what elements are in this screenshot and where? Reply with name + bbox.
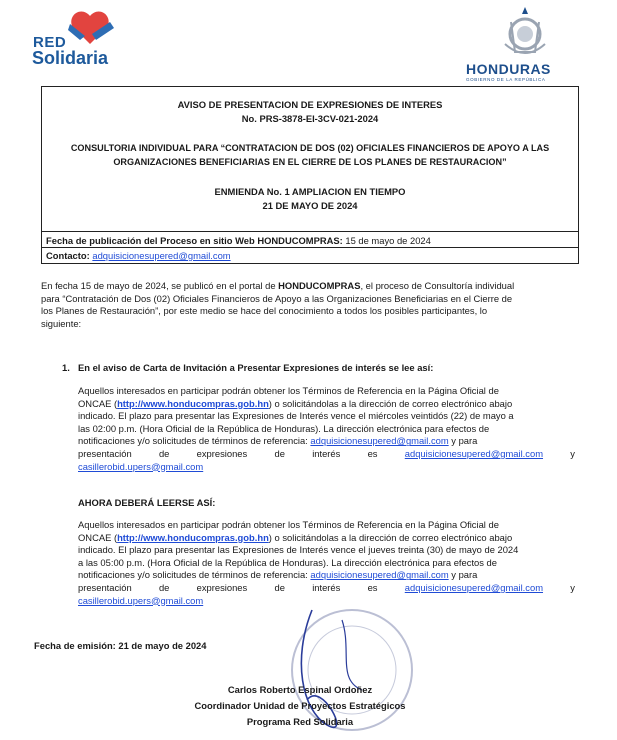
box-divider-1 (41, 231, 579, 232)
new-line-4: a las 05:00 p.m. (Hora Oficial de la República de Honduras). La dirección electrónica para efectos de (78, 556, 497, 568)
new-line-2a: ONCAE ( (78, 531, 118, 543)
box-divider-2 (41, 247, 579, 248)
intro-line-4: siguiente: (41, 317, 82, 329)
intro-paragraph (41, 280, 579, 330)
casillero-link[interactable]: casillerobid.upers@gmail.com (78, 460, 204, 472)
oncae-link[interactable]: http://www.honducompras.gob.hn (117, 397, 269, 409)
new-line-1: Aquellos interesados en participar podrán obtener los Términos de Referencia en la Página Oficial de (78, 519, 499, 530)
old-line-1: Aquellos interesados en participar podrán obtener los Términos de Referencia en la Página Oficial de (78, 385, 499, 396)
new-line-2b: ) o solicitándolas a la dirección de correo electrónico abajo (268, 531, 513, 543)
word: expresiones (196, 447, 248, 459)
intro-text: , el proceso de Consultoría individual (360, 280, 515, 291)
word: interés (312, 581, 341, 593)
publication-date: 15 de mayo de 2024 (342, 235, 431, 246)
new-line-5a: notificaciones y/o solicitudes de términos de referencia: (78, 569, 311, 581)
honducompras-text: HONDUCOMPRAS (278, 280, 361, 291)
casillero-link[interactable]: casillerobid.upers@gmail.com (78, 594, 204, 606)
word: y (570, 581, 575, 593)
honduras-wordmark: HONDURAS (466, 61, 551, 77)
word: es (367, 447, 378, 459)
contact-label: Contacto: (46, 250, 90, 261)
logo-word-red: RED (33, 34, 67, 51)
email-link[interactable]: adquisicionesupered@gmail.com (310, 435, 449, 447)
notice-number: No. PRS-3878-EI-3CV-021-2024 (241, 113, 379, 124)
signer-name: Carlos Roberto Espinal Ordoñez (227, 684, 373, 695)
word: de (274, 447, 285, 459)
consult-title-1: CONSULTORIA INDIVIDUAL PARA “CONTRATACION DE DOS (02) OFICIALES FINANCIEROS DE APOYO A LAS (70, 143, 550, 153)
new-line-3: indicado. El plazo para presentar las Expresiones de Interés vence el jueves treinta (30) de mayo de 2024 (78, 544, 519, 556)
new-text-title: AHORA DEBERÁ LEERSE ASÍ: (78, 497, 216, 508)
old-line-3: indicado. El plazo para presentar las Expresiones de Interés vence el miércoles veintidós (22) de mayo a (78, 410, 514, 422)
old-line-2a: ONCAE ( (78, 397, 118, 409)
old-line-2b: ) o solicitándolas a la dirección de correo electrónico abajo (268, 397, 513, 409)
amendment-date: 21 DE MAYO DE 2024 (262, 200, 358, 211)
oncae-link[interactable]: http://www.honducompras.gob.hn (117, 531, 269, 543)
notice-title: AVISO DE PRESENTACION DE EXPRESIONES DE INTERES (177, 99, 443, 110)
word: expresiones (196, 581, 248, 593)
old-text-block (78, 385, 575, 473)
signer-role: Coordinador Unidad de Proyectos Estratégicos (194, 700, 406, 711)
consult-title-2: ORGANIZACIONES BENEFICIARIAS EN EL CIERRE DE LOS PLANES DE RESTAURACION” (113, 157, 507, 167)
item-title: En el aviso de Carta de Invitación a Presentar Expresiones de interés se lee así: (78, 362, 434, 373)
publication-row (46, 235, 431, 246)
intro-text: En fecha 15 de mayo de 2024, se publicó en el portal de (41, 280, 279, 291)
signer-program: Programa Red Solidaria (246, 716, 354, 727)
emission-date: Fecha de emisión: 21 de mayo de 2024 (34, 640, 207, 651)
new-text-block (78, 519, 575, 607)
email-link[interactable]: adquisicionesupered@gmail.com (404, 581, 544, 593)
contact-row (46, 250, 231, 261)
word: es (367, 581, 378, 593)
amendment-title: ENMIENDA No. 1 AMPLIACION EN TIEMPO (214, 186, 406, 197)
word: y (570, 447, 575, 459)
word: de (274, 581, 285, 593)
honduras-subtitle: GOBIERNO DE LA REPÚBLICA (466, 77, 546, 82)
contact-email-link[interactable]: adquisicionesupered@gmail.com (92, 250, 231, 261)
old-line-5a: notificaciones y/o solicitudes de términos de referencia: (78, 435, 311, 447)
publication-label: Fecha de publicación del Proceso en sitio Web HONDUCOMPRAS: (46, 235, 343, 246)
word: interés (312, 447, 341, 459)
word: de (158, 581, 170, 593)
word: presentación (78, 581, 132, 593)
email-link[interactable]: adquisicionesupered@gmail.com (404, 447, 544, 459)
item-number: 1. (62, 362, 70, 373)
word: de (158, 447, 170, 459)
old-line-4: las 02:00 p.m. (Hora Oficial de la República de Honduras). La dirección electrónica para efectos de (78, 422, 490, 434)
word: presentación (78, 447, 132, 459)
old-line-5b: y para (448, 435, 478, 447)
new-line-5b: y para (448, 569, 478, 581)
logo-word-solidaria: Solidaria (32, 48, 109, 68)
intro-line-3: los Planes de Restauración”, por este medio se hace del conocimiento a todos los posibles participantes, lo (41, 305, 488, 317)
intro-line-2: para “Contratación de Dos (02) Oficiales Financieros de Apoyo a las Organizaciones Beneficiarias en el Cierre de (41, 292, 513, 304)
email-link[interactable]: adquisicionesupered@gmail.com (310, 569, 449, 581)
